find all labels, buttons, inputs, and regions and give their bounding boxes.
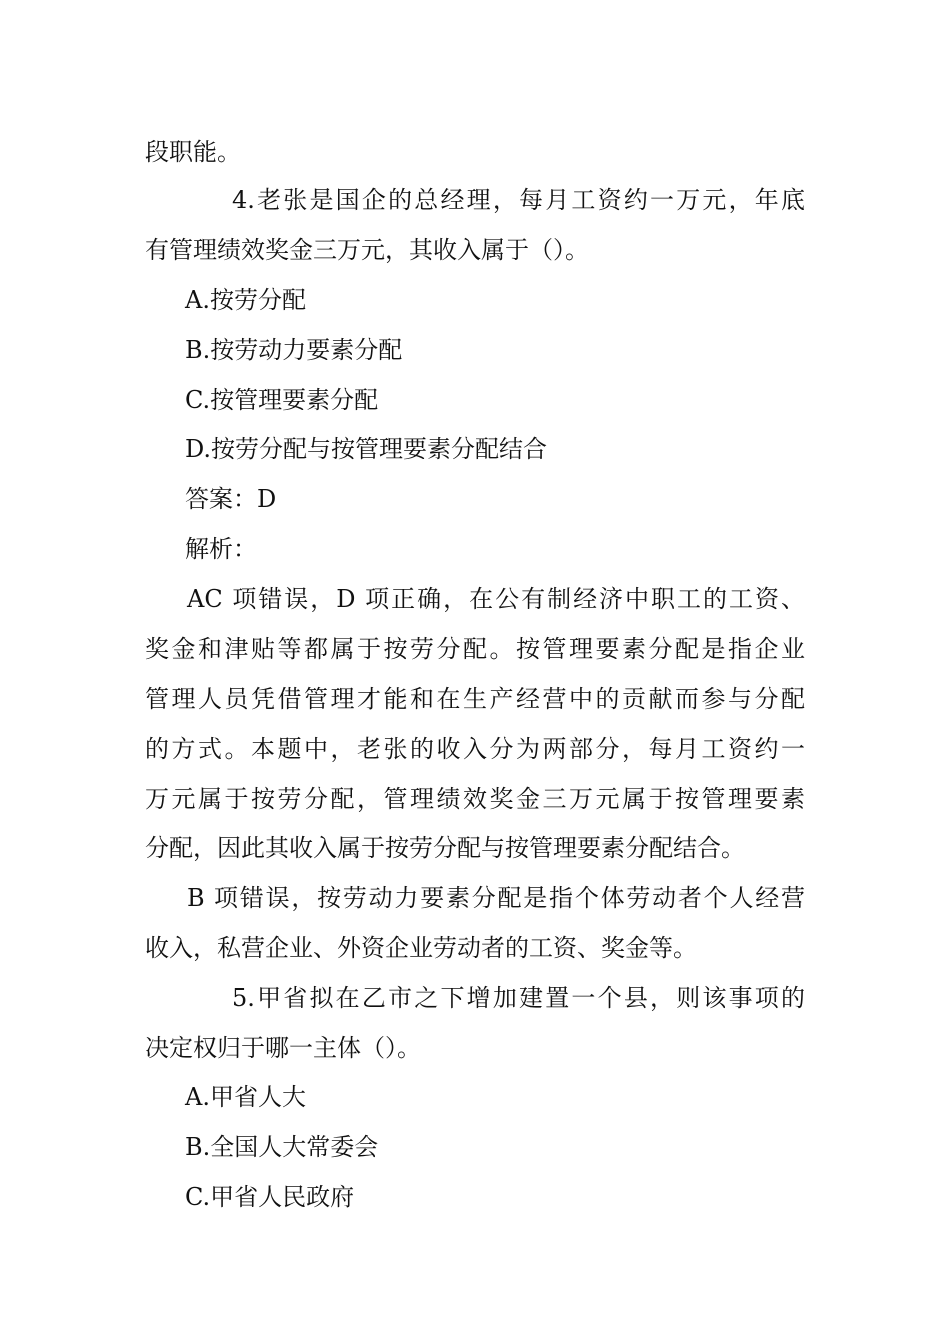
question-5-option-a: A.甲省人大 bbox=[185, 1083, 306, 1111]
analysis-paragraph-line: 分配，因此其收入属于按劳分配与按管理要素分配结合。 bbox=[145, 834, 745, 862]
question-4-stem: 4.老张是国企的总经理，每月工资约一万元，年底 bbox=[232, 186, 805, 214]
question-5-stem-cont: 决定权归于哪一主体（）。 bbox=[145, 1034, 421, 1062]
question-4-option-d: D.按劳分配与按管理要素分配结合 bbox=[185, 435, 548, 463]
question-4-option-b: B.按劳动力要素分配 bbox=[185, 336, 403, 364]
analysis-paragraph-line: AC 项错误，D 项正确，在公有制经济中职工的工资、 bbox=[187, 585, 805, 613]
question-5-option-b: B.全国人大常委会 bbox=[185, 1133, 379, 1161]
analysis-paragraph-line: B 项错误，按劳动力要素分配是指个体劳动者个人经营 bbox=[187, 884, 805, 912]
question-4-stem-cont: 有管理绩效奖金三万元，其收入属于（）。 bbox=[145, 236, 589, 264]
question-4-option-c: C.按管理要素分配 bbox=[185, 386, 379, 414]
analysis-paragraph-line: 奖金和津贴等都属于按劳分配。按管理要素分配是指企业 bbox=[145, 635, 805, 663]
question-5-option-c: C.甲省人民政府 bbox=[185, 1183, 355, 1211]
text-line: 段职能。 bbox=[145, 138, 241, 166]
analysis-paragraph-line: 收入，私营企业、外资企业劳动者的工资、奖金等。 bbox=[145, 934, 697, 962]
analysis-heading: 解析： bbox=[185, 535, 257, 563]
answer-line: 答案：D bbox=[185, 485, 277, 513]
analysis-paragraph-line: 万元属于按劳分配，管理绩效奖金三万元属于按管理要素 bbox=[145, 785, 805, 813]
analysis-paragraph-line: 管理人员凭借管理才能和在生产经营中的贡献而参与分配 bbox=[145, 685, 805, 713]
analysis-paragraph-line: 的方式。本题中，老张的收入分为两部分，每月工资约一 bbox=[145, 735, 805, 763]
question-5-stem: 5.甲省拟在乙市之下增加建置一个县，则该事项的 bbox=[232, 984, 805, 1012]
question-4-option-a: A.按劳分配 bbox=[185, 286, 306, 314]
